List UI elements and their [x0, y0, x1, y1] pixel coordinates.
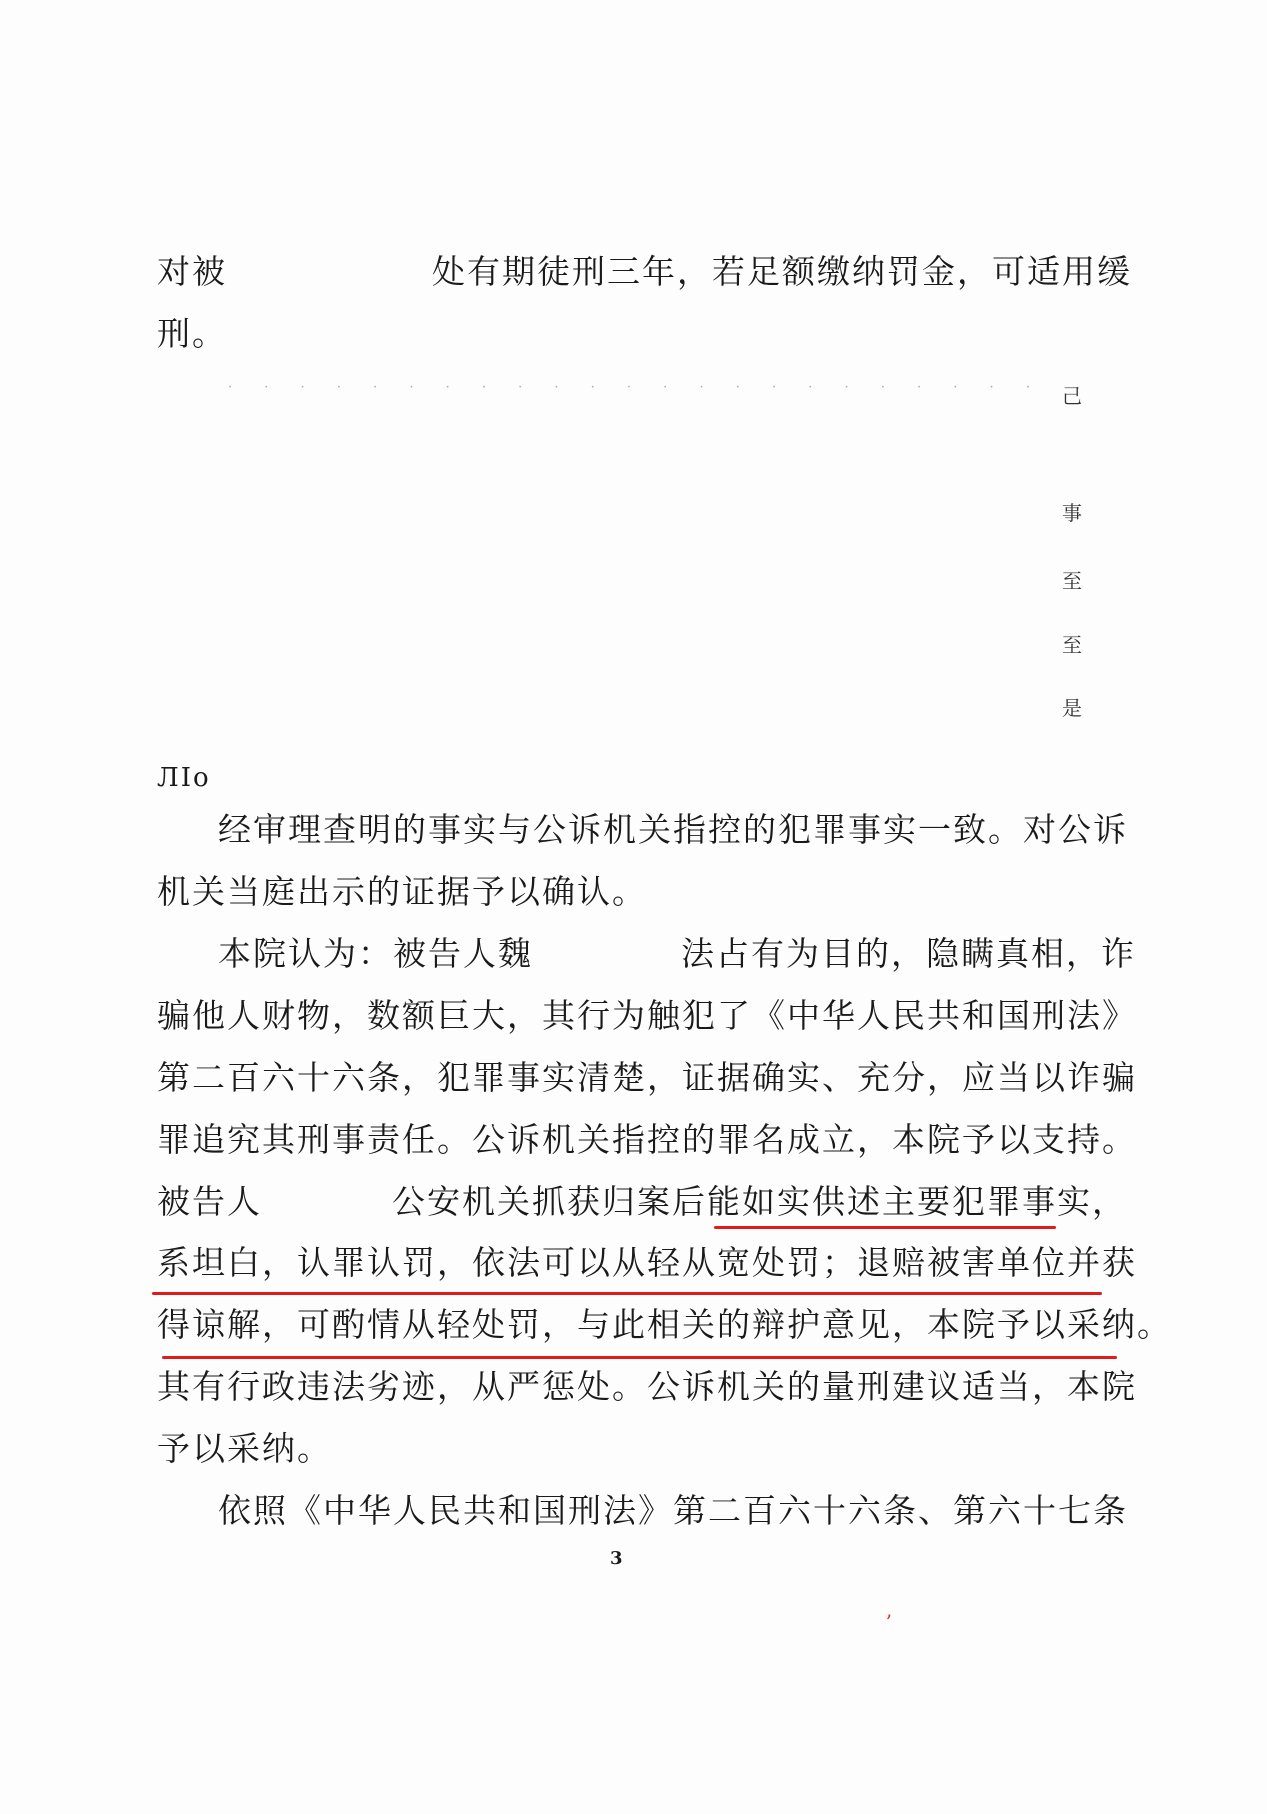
page-number: 3 — [610, 1548, 623, 1569]
text-line: 机关当庭出示的证据予以确认。 — [157, 872, 647, 911]
text-segment: 处有期徒刑三年，若足额缴纳罚金，可适用缓 — [432, 252, 1132, 291]
fragment-char: 是 — [1062, 696, 1082, 720]
text-line — [157, 252, 1132, 292]
text-line — [157, 1182, 1127, 1222]
text-line: 其有行政违法劣迹，从严惩处。公诉机关的量刑建议适当，本院 — [157, 1367, 1137, 1406]
red-mark: ʼ — [885, 1610, 892, 1634]
red-underline — [152, 1292, 1102, 1295]
text-line: 骗他人财物，数额巨大，其行为触犯了《中华人民共和国刑法》 — [157, 996, 1137, 1035]
text-line: 系坦白，认罪认罚，依法可以从轻从宽处罚；退赔被害单位并获 — [157, 1243, 1137, 1282]
red-underline — [714, 1226, 1056, 1229]
text-line: 刑。 — [157, 314, 227, 353]
text-segment: 被告人 — [157, 1182, 262, 1221]
text-line: ЛΙο — [157, 763, 211, 793]
text-segment: 法占有为目的，隐瞒真相，诈 — [681, 934, 1136, 973]
fragment-char: 事 — [1062, 501, 1082, 525]
text-line: 经审理查明的事实与公诉机关指控的犯罪事实一致。对公诉 — [218, 810, 1128, 849]
text-line — [218, 934, 1136, 974]
fragment-char: 己 — [1062, 384, 1082, 408]
text-line: 依照《中华人民共和国刑法》第二百六十六条、第六十七条 — [218, 1491, 1128, 1530]
red-underline — [162, 1356, 1117, 1359]
text-line: 予以采纳。 — [157, 1429, 332, 1468]
text-segment: 公安机关抓获归案后能如实供述主要犯罪事实， — [392, 1182, 1127, 1221]
fragment-char: 至 — [1062, 633, 1082, 657]
text-segment: 对被 — [157, 252, 227, 291]
text-line: 得谅解，可酌情从轻处罚，与此相关的辩护意见，本院予以采纳。 — [157, 1305, 1172, 1344]
text-line: 罪追究其刑事责任。公诉机关指控的罪名成立，本院予以支持。 — [157, 1120, 1137, 1159]
fragment-char: 至 — [1062, 569, 1082, 593]
faded-text-smudge: · · · · · · · · · · · · · · · · · · · · · · · — [228, 380, 1044, 395]
text-segment: 本院认为：被告人魏 — [218, 934, 533, 973]
text-line: 第二百六十六条，犯罪事实清楚，证据确实、充分，应当以诈骗 — [157, 1058, 1137, 1097]
